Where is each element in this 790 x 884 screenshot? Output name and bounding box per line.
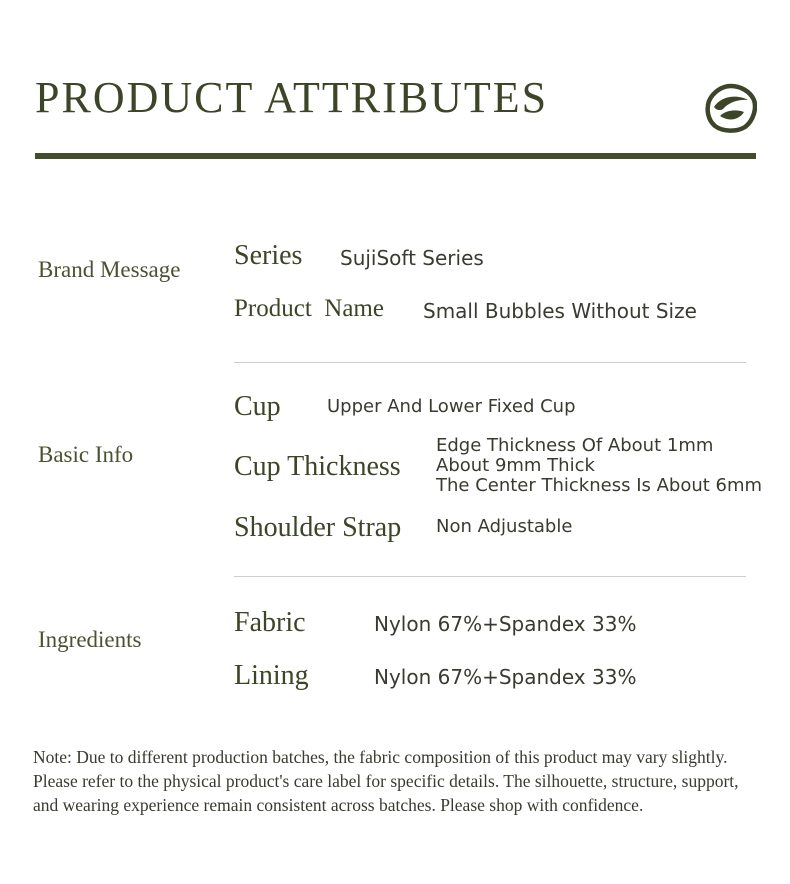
lining-label: Lining — [234, 660, 309, 691]
lining-value: Nylon 67%+Spandex 33% — [374, 665, 637, 689]
page-title: PRODUCT ATTRIBUTES — [35, 73, 549, 122]
section-divider — [234, 362, 746, 363]
series-label: Series — [234, 240, 303, 271]
cup-thickness-label: Cup Thickness — [234, 451, 401, 482]
shoulder-strap-value: Non Adjustable — [436, 516, 573, 537]
header-divider — [35, 153, 756, 159]
cup-label: Cup — [234, 391, 281, 422]
section-divider — [234, 576, 746, 577]
section-brand-message: Brand Message — [38, 257, 181, 282]
section-basic-info: Basic Info — [38, 442, 134, 467]
series-value: SujiSoft Series — [340, 246, 484, 270]
section-ingredients: Ingredients — [38, 627, 142, 652]
cup-thickness-line: About 9mm Thick — [436, 455, 595, 476]
fabric-value: Nylon 67%+Spandex 33% — [374, 612, 637, 636]
product-name-label: Product Name — [234, 295, 384, 322]
shoulder-strap-label: Shoulder Strap — [234, 512, 402, 543]
fabric-label: Fabric — [234, 607, 306, 638]
cup-thickness-line: The Center Thickness Is About 6mm — [436, 475, 763, 496]
product-name-value: Small Bubbles Without Size — [423, 299, 697, 323]
leaf-stone-logo-icon — [705, 83, 757, 133]
cup-value: Upper And Lower Fixed Cup — [327, 396, 576, 417]
disclaimer-note: Note: Due to different production batches, the fabric composition of this product may vary slightly. Please refer to the physical product's care label for specific details. The silhouette, structure, support, and wearing experience remain consistent across batches. Please shop with confidence. — [33, 747, 739, 815]
cup-thickness-line: Edge Thickness Of About 1mm — [436, 435, 714, 456]
